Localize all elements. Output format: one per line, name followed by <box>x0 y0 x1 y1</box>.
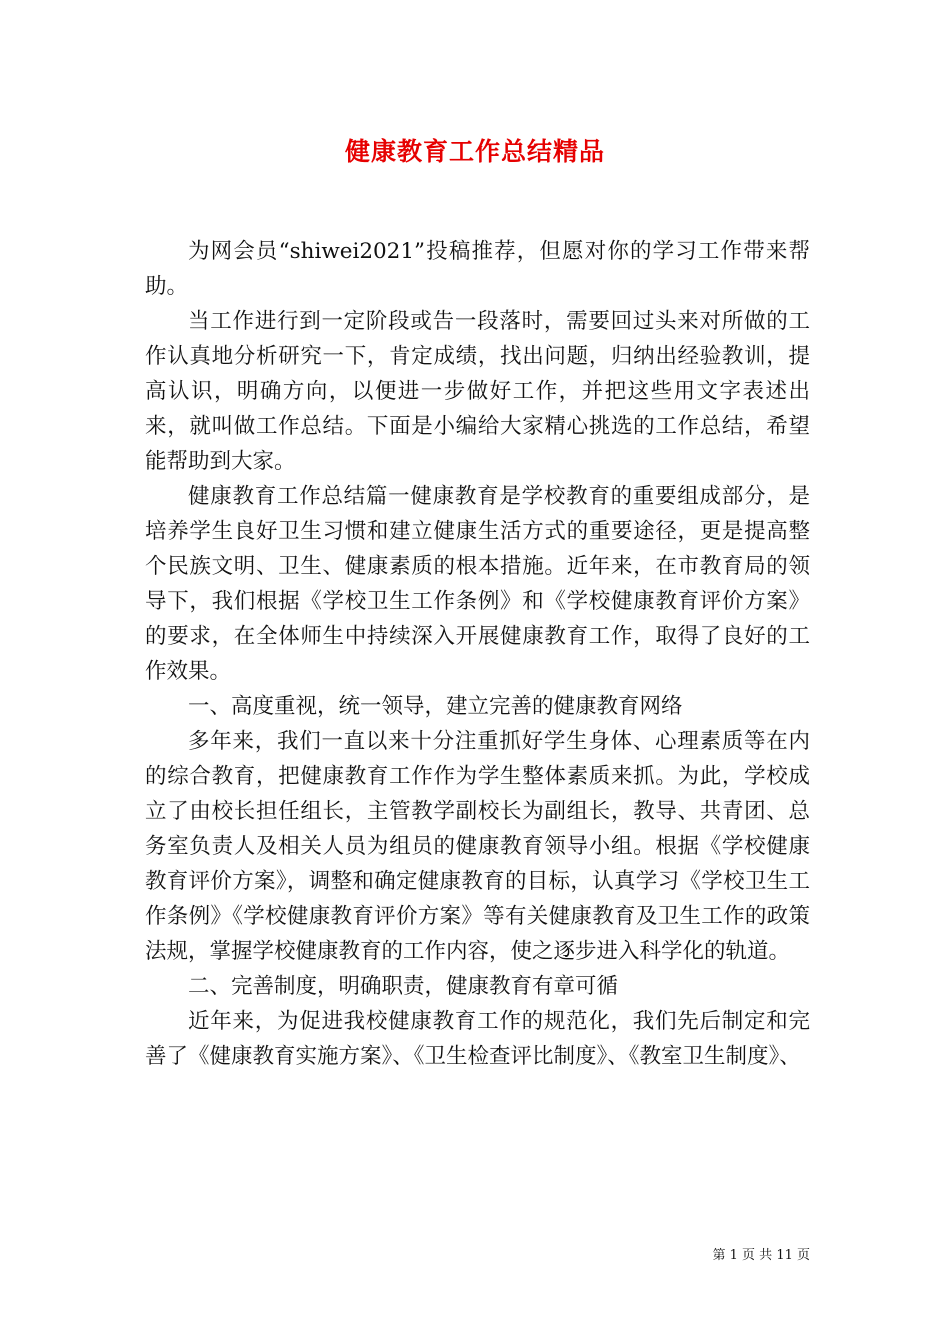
paragraph-section-one: 多年来，我们一直以来十分注重抓好学生身体、心理素质等在内的综合教育，把健康教育工作作为学生整体素质来抓。为此，学校成立了由校长担任组长，主管教学副校长为副组长，教导、共青团、总务室负责人及相关人员为组员的健康教育领导小组。根据《学校健康教育评价方案》，调整和确定健康教育的目标，认真学习《学校卫生工作条例》《学校健康教育评价方案》等有关健康教育及卫生工作的政策法规，掌握学校健康教育的工作内容，使之逐步进入科学化的轨道。 <box>145 729 810 964</box>
paragraph-summary-definition: 当工作进行到一定阶段或告一段落时，需要回过头来对所做的工作认真地分析研究一下，肯定成绩，找出问题，归纳出经验教训，提高认识，明确方向，以便进一步做好工作，并把这些用文字表述出来，就叫做工作总结。下面是小编给大家精心挑选的工作总结，希望能帮助到大家。 <box>145 309 810 474</box>
document-body <box>145 234 810 1074</box>
document-title: 健康教育工作总结精品 <box>344 137 605 166</box>
paragraph-intro: 为网会员“shiwei2021”投稿推荐，但愿对你的学习工作带来帮助。 <box>145 239 810 299</box>
paragraph-article-one: 健康教育工作总结篇一健康教育是学校教育的重要组成部分，是培养学生良好卫生习惯和建立健康生活方式的重要途径，更是提高整个民族文明、卫生、健康素质的根本措施。近年来，在市教育局的领导下，我们根据《学校卫生工作条例》和《学校健康教育评价方案》的要求，在全体师生中持续深入开展健康教育工作，取得了良好的工作效果。 <box>145 484 810 684</box>
section-heading-one: 一、高度重视，统一领导，建立完善的健康教育网络 <box>188 694 683 719</box>
section-heading-two: 二、完善制度，明确职责，健康教育有章可循 <box>188 974 619 999</box>
page-number: 第 1 页 共 11 页 <box>712 1248 810 1263</box>
paragraph-section-two: 近年来，为促进我校健康教育工作的规范化，我们先后制定和完善了《健康教育实施方案》、《卫生检查评比制度》、《教室卫生制度》、 <box>145 1009 810 1069</box>
